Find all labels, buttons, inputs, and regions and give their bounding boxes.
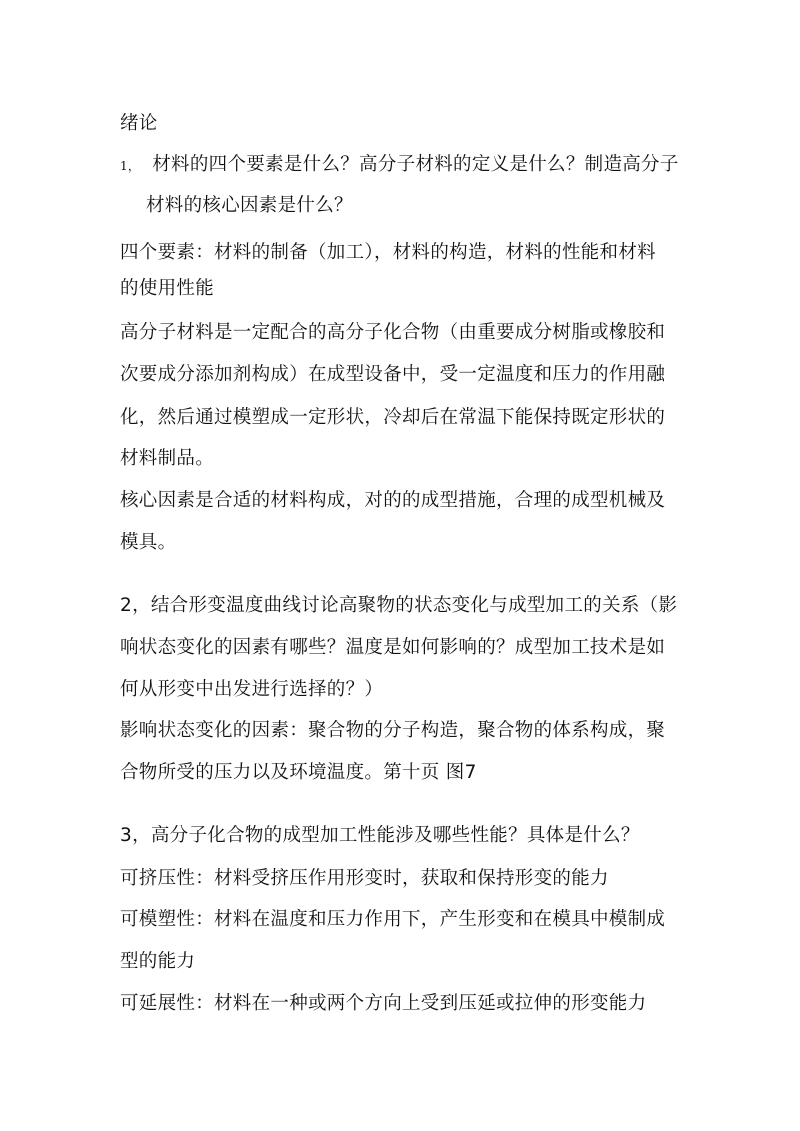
answer-1-core-line-2: 模具。 bbox=[120, 532, 177, 553]
answer-2-line-1: 影响状态变化的因素：聚合物的分子构造，聚合物的体系构成，聚 bbox=[120, 720, 666, 741]
question-1-line-1 bbox=[120, 152, 679, 179]
answer-1-elements-line-2: 的使用性能 bbox=[120, 278, 215, 299]
answer-3-moldability-line-1: 可模塑性：材料在温度和压力作用下，产生形变和在模具中模制成 bbox=[120, 909, 666, 930]
question-2-line-3: 何从形变中出发进行选择的？） bbox=[120, 679, 384, 700]
answer-1-definition-line-1: 高分子材料是一定配合的高分子化合物（由重要成分树脂或橡胶和 bbox=[120, 322, 666, 343]
question-2-line-1: 2，结合形变温度曲线讨论高聚物的状态变化与成型加工的关系（影 bbox=[120, 595, 678, 616]
question-1-text: 材料的四个要素是什么？高分子材料的定义是什么？制造高分子 bbox=[152, 154, 679, 175]
question-2-line-2: 响状态变化的因素有哪些？温度是如何影响的？成型加工技术是如 bbox=[120, 637, 666, 658]
answer-1-definition-line-4: 材料制品。 bbox=[120, 448, 215, 469]
question-1-line-2: 材料的核心因素是什么？ bbox=[146, 195, 353, 216]
answer-3-moldability-line-2: 型的能力 bbox=[120, 951, 196, 972]
answer-2-line-2: 合物所受的压力以及环境温度。第十页 图7 bbox=[120, 762, 477, 783]
answer-3-extrusion-line-1: 可挤压性：材料受挤压作用形变时，获取和保持形变的能力 bbox=[120, 868, 609, 889]
answer-1-definition-line-3: 化，然后通过模塑成一定形状，冷却后在常温下能保持既定形状的 bbox=[120, 407, 666, 428]
question-1-number: 1， bbox=[120, 159, 141, 173]
answer-1-elements-line-1: 四个要素：材料的制备（加工），材料的构造，材料的性能和材料 bbox=[120, 242, 656, 263]
answer-1-definition-line-2: 次要成分添加剂构成）在成型设备中，受一定温度和压力的作用融 bbox=[120, 364, 666, 385]
answer-3-ductility-line-1: 可延展性：材料在一种或两个方向上受到压延或拉伸的形变能力 bbox=[120, 993, 647, 1014]
question-3-line-1: 3，高分子化合物的成型加工性能涉及哪些性能？具体是什么？ bbox=[120, 825, 640, 846]
answer-1-core-line-1: 核心因素是合适的材料构成，对的的成型措施，合理的成型机械及 bbox=[120, 490, 666, 511]
section-heading: 绪论 bbox=[120, 113, 158, 134]
